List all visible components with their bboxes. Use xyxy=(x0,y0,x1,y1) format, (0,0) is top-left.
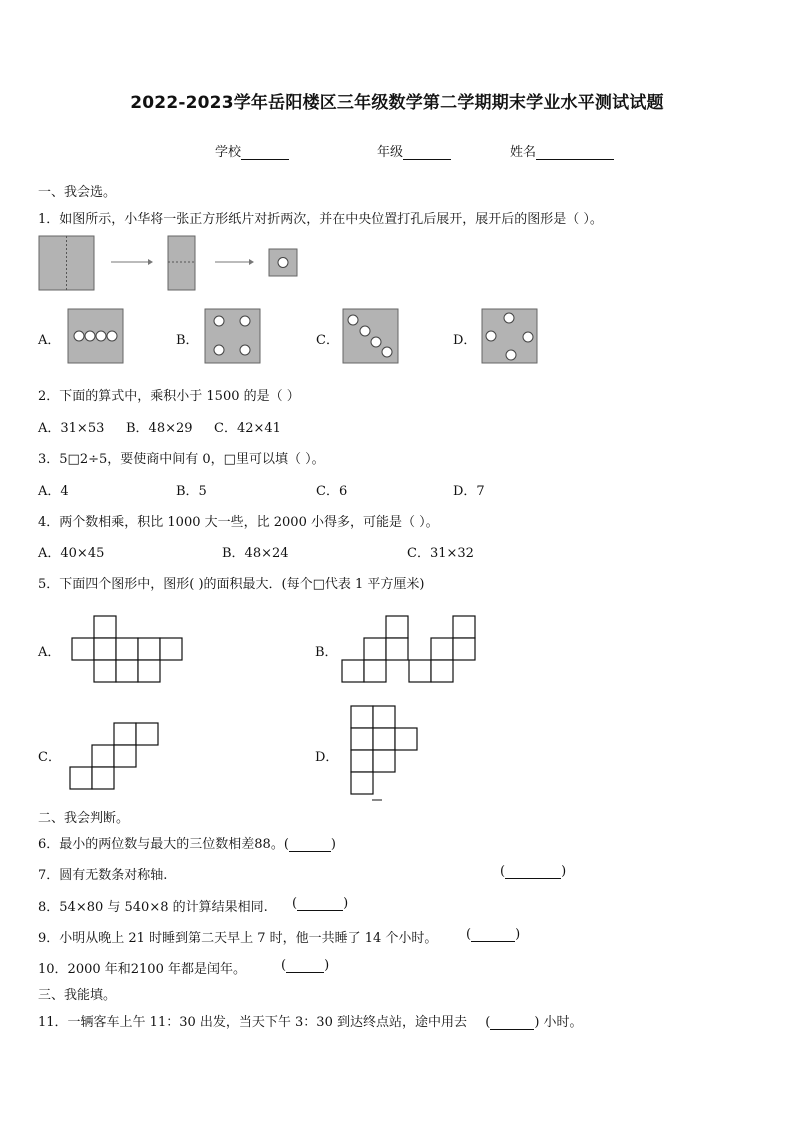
q2-option-a[interactable]: A．31×53 xyxy=(38,421,105,436)
page-title: 2022-2023学年岳阳楼区三年级数学第二学期期末学业水平测试试题 xyxy=(130,93,664,113)
q10-open-paren: ( xyxy=(281,958,287,973)
q10-answer[interactable] xyxy=(281,958,329,973)
q1-option-a-label[interactable]: A． xyxy=(38,333,61,348)
q9-open-paren: ( xyxy=(466,927,472,942)
question-4: 4．两个数相乘，积比 1000 大一些，比 2000 小得多，可能是（ ）。 xyxy=(38,515,439,530)
q6-answer-blank[interactable] xyxy=(289,838,331,852)
question-10: 10．2000 年和2100 年都是闰年。 xyxy=(38,962,246,977)
q3-option-b[interactable]: B．5 xyxy=(176,484,207,499)
section-heading-1: 一、我会选。 xyxy=(38,185,117,200)
q8-answer-blank[interactable] xyxy=(297,897,343,911)
q1-option-b-label[interactable]: B． xyxy=(176,333,199,348)
q9-answer[interactable] xyxy=(466,927,520,942)
q6-text: 6．最小的两位数与最大的三位数相差88。( xyxy=(38,837,289,852)
q6-close-paren: ) xyxy=(330,837,336,852)
q9-close-paren: ) xyxy=(515,927,521,942)
q9-answer-blank[interactable] xyxy=(471,928,515,942)
question-1: 1．如图所示，小华将一张正方形纸片对折两次，并在中央位置打孔后展开，展开后的图形是（ ）。 xyxy=(38,212,603,227)
question-6 xyxy=(38,833,336,852)
q3-option-a[interactable]: A．4 xyxy=(38,484,69,499)
q2-option-c[interactable]: C．42×41 xyxy=(214,421,281,436)
q3-option-d[interactable]: D．7 xyxy=(453,484,485,499)
q5-figure-c xyxy=(70,723,158,789)
section-heading-3: 三、我能填。 xyxy=(38,988,117,1003)
section-heading-2: 二、我会判断。 xyxy=(38,811,130,826)
q3-option-c[interactable]: C．6 xyxy=(316,484,348,499)
q5-figure-d xyxy=(351,706,417,794)
q4-option-b[interactable]: B．48×24 xyxy=(222,546,289,561)
q4-option-c[interactable]: C．31×32 xyxy=(407,546,474,561)
q7-answer[interactable] xyxy=(500,864,566,879)
q11-answer-blank[interactable] xyxy=(490,1016,534,1030)
name-label: 姓名 xyxy=(510,145,537,160)
q5-option-d-label[interactable]: D． xyxy=(315,750,339,765)
question-5: 5．下面四个图形中，图形( )的面积最大．(每个□代表 1 平方厘米) xyxy=(38,577,425,592)
q5-option-c-label[interactable]: C． xyxy=(38,750,61,765)
q7-answer-blank[interactable] xyxy=(505,865,561,879)
q8-answer[interactable] xyxy=(292,896,348,911)
question-9: 9．小明从晚上 21 时睡到第二天早上 7 时，他一共睡了 14 个小时。 xyxy=(38,931,438,946)
q1-option-c-label[interactable]: C． xyxy=(316,333,339,348)
q5-figure-b xyxy=(342,616,475,682)
q10-answer-blank[interactable] xyxy=(286,959,324,973)
q8-close-paren: ) xyxy=(343,896,349,911)
school-label: 学校 xyxy=(215,145,242,160)
question-2: 2．下面的算式中，乘积小于 1500 的是（ ） xyxy=(38,389,300,404)
grade-label: 年级 xyxy=(377,145,404,160)
q4-option-a[interactable]: A．40×45 xyxy=(38,546,105,561)
question-8: 8．54×80 与 540×8 的计算结果相同. xyxy=(38,900,268,915)
q1-option-d-label[interactable]: D． xyxy=(453,333,477,348)
question-11 xyxy=(38,1011,583,1030)
q8-open-paren: ( xyxy=(292,896,298,911)
q7-close-paren: ) xyxy=(561,864,567,879)
q5-figure-a xyxy=(72,616,182,682)
q5-option-a-label[interactable]: A． xyxy=(38,645,61,660)
q7-open-paren: ( xyxy=(500,864,506,879)
q11-open-paren: ( xyxy=(485,1015,491,1030)
q5-option-b-label[interactable]: B． xyxy=(315,645,338,660)
question-3: 3．5□2÷5，要使商中间有 0，□里可以填（ ）。 xyxy=(38,452,325,467)
question-7: 7．圆有无数条对称轴. xyxy=(38,868,168,883)
q11-close-paren: ) 小时。 xyxy=(534,1015,583,1030)
q10-close-paren: ) xyxy=(324,958,330,973)
q11-text: 11．一辆客车上午 11：30 出发，当天下午 3：30 到达终点站，途中用去 xyxy=(38,1015,467,1030)
q2-option-b[interactable]: B．48×29 xyxy=(126,421,193,436)
